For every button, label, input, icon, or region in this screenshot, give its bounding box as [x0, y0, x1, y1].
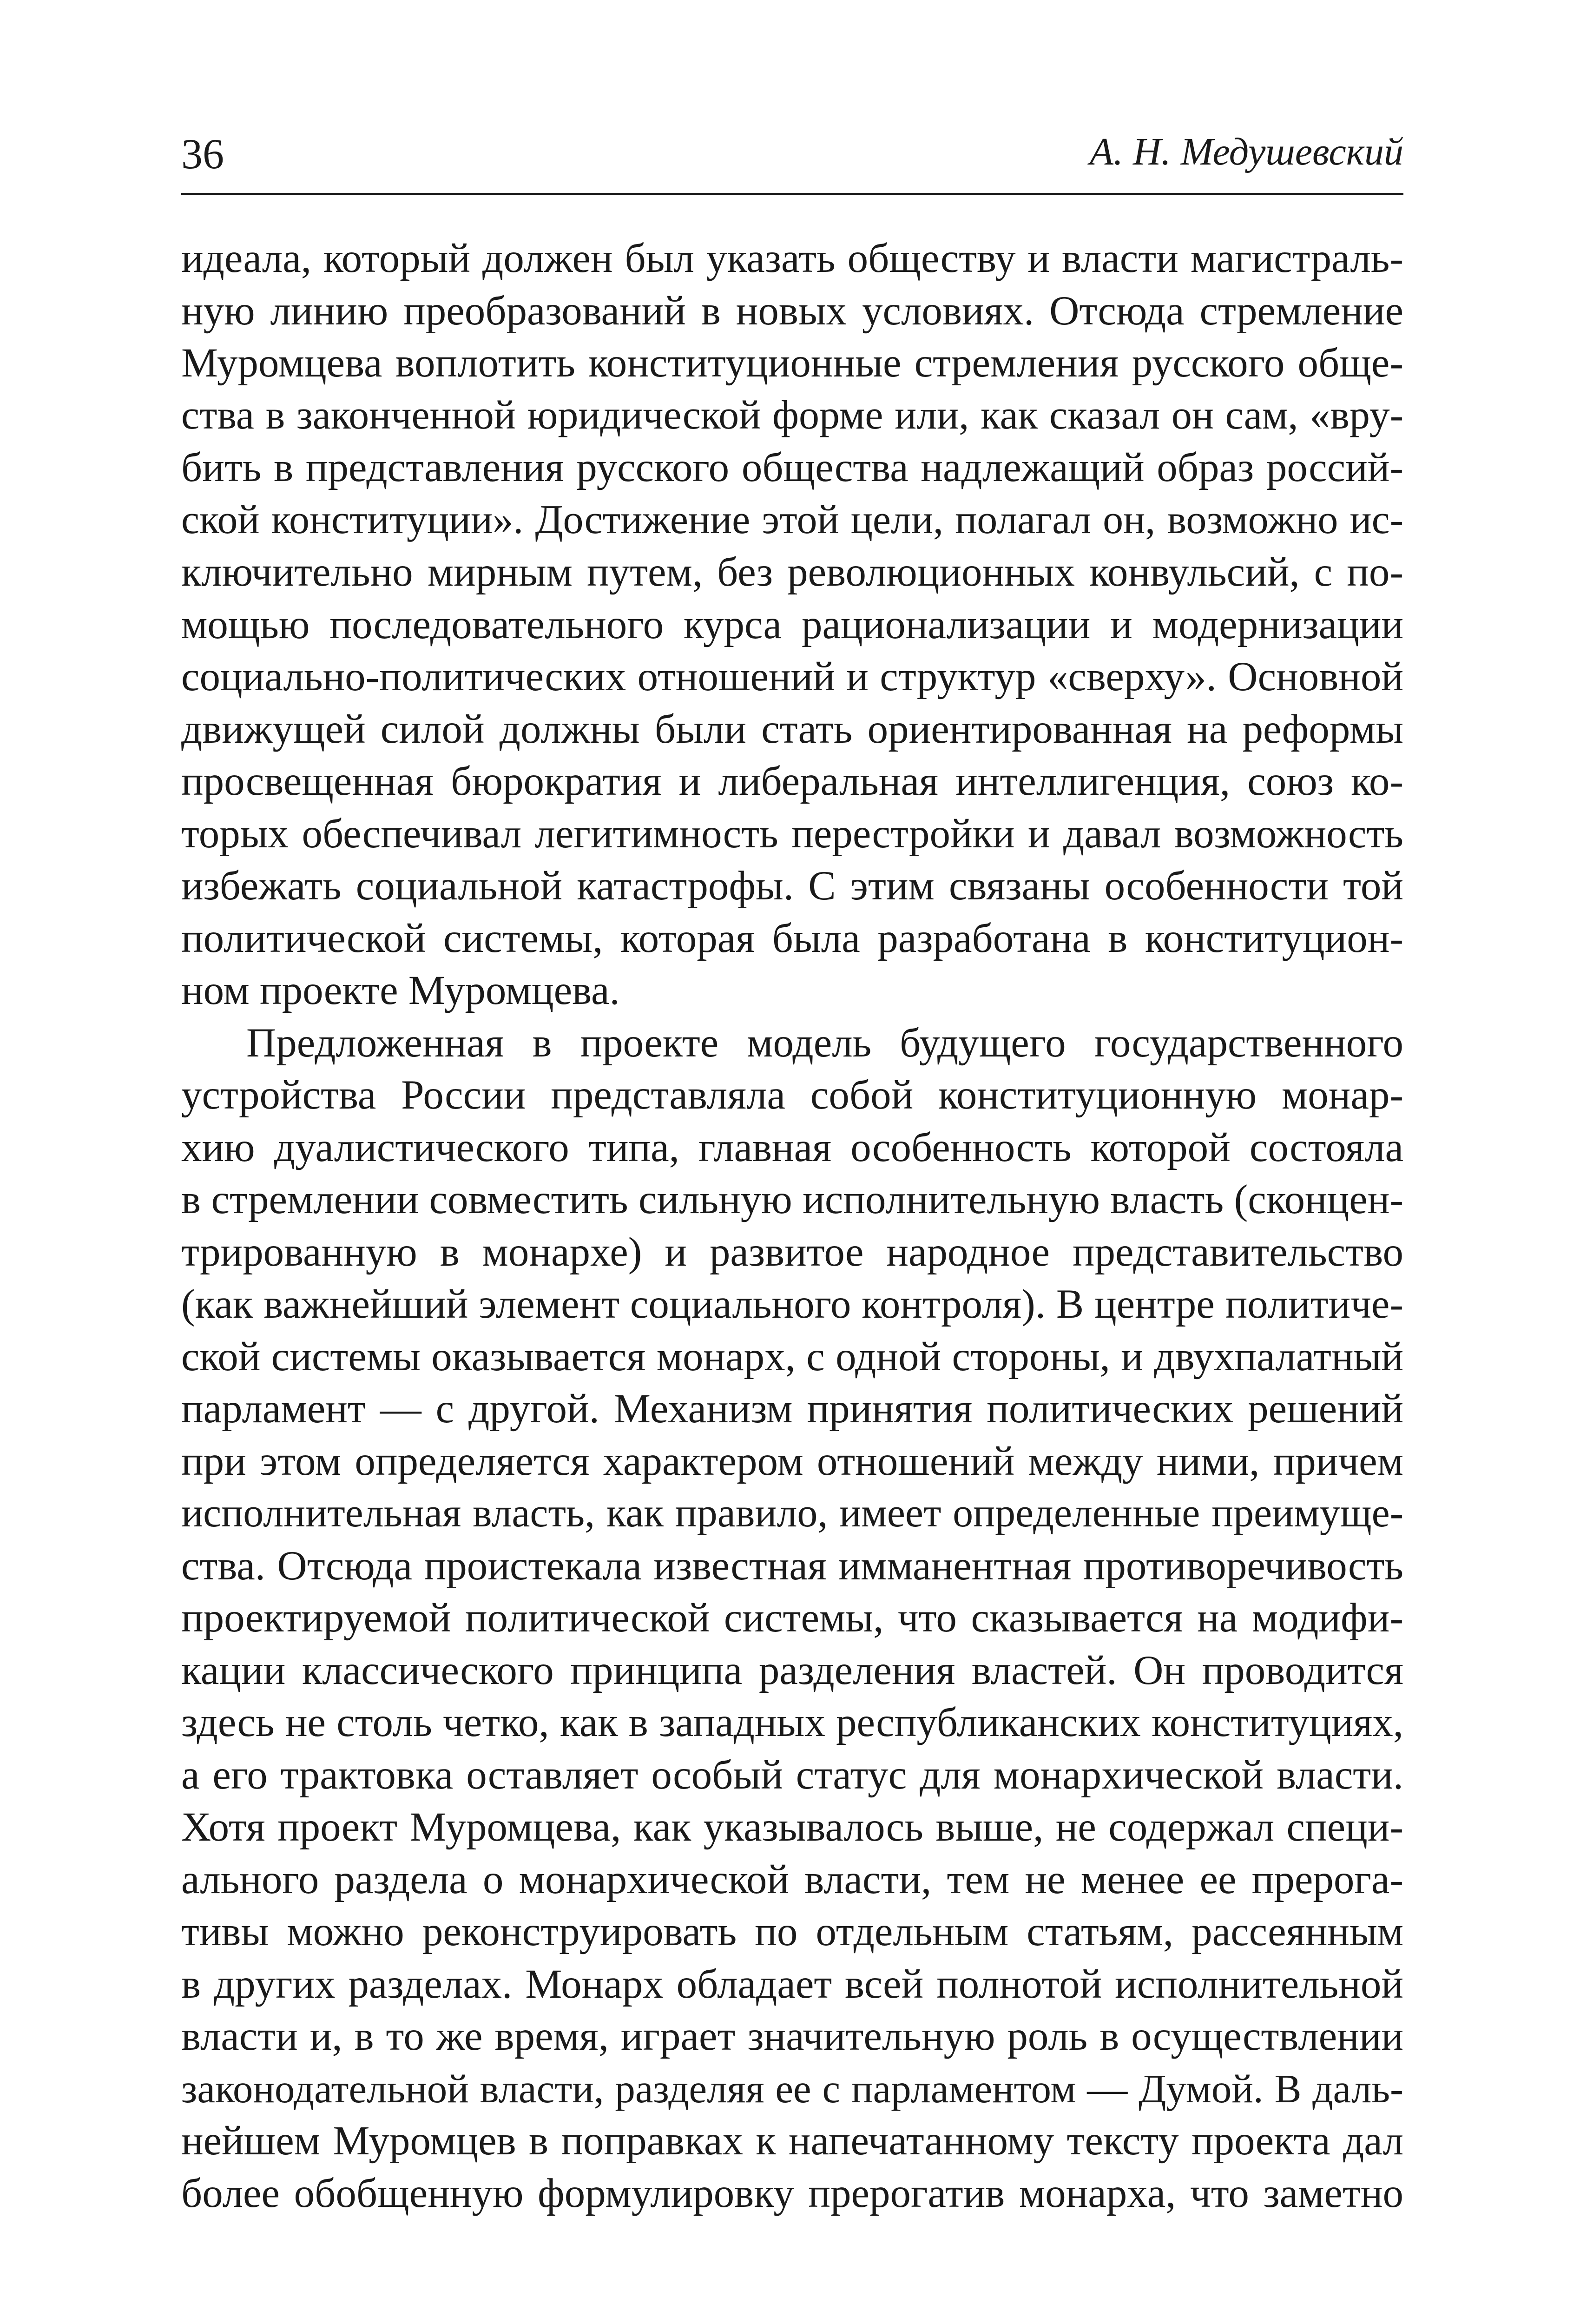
- text-line: законодательной власти, разделяя ее с парламентом — Думой. В даль-: [181, 2066, 1403, 2111]
- text-line: мощью последовательного курса рационализации и модернизации: [181, 601, 1403, 647]
- text-line: избежать социальной катастрофы. С этим связаны особенности той: [181, 863, 1403, 909]
- text-line: трированную в монархе) и развитое народное представительство: [181, 1229, 1403, 1275]
- body-text: [181, 232, 1403, 2219]
- text-line: в других разделах. Монарх обладает всей полнотой исполнительной: [181, 1961, 1403, 2007]
- text-line: ключительно мирным путем, без революционных конвульсий, с по-: [181, 549, 1403, 595]
- text-line: власти и, в то же время, играет значительную роль в осуществлении: [181, 2014, 1403, 2059]
- text-line: при этом определяется характером отношений между ними, причем: [181, 1438, 1403, 1484]
- text-line: ства. Отсюда проистекала известная имманентная противоречивость: [181, 1543, 1403, 1589]
- text-line: социально-политических отношений и структур «сверху». Основной: [181, 654, 1403, 700]
- text-line: парламент — с другой. Механизм принятия политических решений: [181, 1386, 1403, 1432]
- text-line: ном проекте Муромцева.: [181, 968, 620, 1013]
- text-line: хию дуалистического типа, главная особенность которой состояла: [181, 1124, 1403, 1170]
- text-line: ную линию преобразований в новых условиях. Отсюда стремление: [181, 288, 1403, 334]
- text-line: ства в законченной юридической форме или, как сказал он сам, «вру-: [181, 392, 1403, 438]
- text-line: здесь не столь четко, как в западных республиканских конституциях,: [181, 1700, 1403, 1745]
- text-line: ального раздела о монархической власти, тем не менее ее прерога-: [181, 1856, 1403, 1902]
- running-author: А. Н. Медушевский: [1089, 130, 1403, 173]
- page-number: 36: [181, 130, 224, 178]
- text-line: просвещенная бюрократия и либеральная интеллигенция, союз ко-: [181, 759, 1403, 804]
- text-line: в стремлении совместить сильную исполнительную власть (сконцен-: [181, 1177, 1403, 1222]
- text-line: тивы можно реконструировать по отдельным статьям, рассеянным: [181, 1909, 1403, 1954]
- text-line: исполнительная власть, как правило, имеет определенные преимуще-: [181, 1491, 1403, 1536]
- text-line: Хотя проект Муромцева, как указывалось выше, не содержал специ-: [181, 1804, 1403, 1850]
- text-line: бить в представления русского общества надлежащий образ россий-: [181, 445, 1403, 490]
- text-line: идеала, который должен был указать обществу и власти магистраль-: [181, 236, 1403, 281]
- text-line: движущей силой должны были стать ориентированная на реформы: [181, 706, 1403, 752]
- text-line: торых обеспечивал легитимность перестройки и давал возможность: [181, 811, 1403, 857]
- text-line: а его трактовка оставляет особый статус для монархической власти.: [181, 1752, 1403, 1798]
- text-line: (как важнейший элемент социального контроля). В центре политиче-: [181, 1281, 1403, 1327]
- text-line: устройства России представляла собой конституционную монар-: [181, 1072, 1403, 1118]
- text-line: Муромцева воплотить конституционные стремления русского обще-: [181, 340, 1403, 386]
- text-line: кации классического принципа разделения властей. Он проводится: [181, 1647, 1403, 1693]
- text-line: ской системы оказывается монарх, с одной стороны, и двухпалатный: [181, 1334, 1403, 1380]
- book-page: [181, 0, 1403, 2324]
- text-line: проектируемой политической системы, что сказывается на модифи-: [181, 1595, 1403, 1641]
- text-line: нейшем Муромцев в поправках к напечатанному тексту проекта дал: [181, 2118, 1403, 2164]
- running-header: [181, 123, 1403, 195]
- text-line: ской конституции». Достижение этой цели, полагал он, возможно ис-: [181, 497, 1403, 542]
- text-line: политической системы, которая была разработана в конституцион-: [181, 915, 1403, 961]
- text-line: более обобщенную формулировку прерогатив монарха, что заметно: [181, 2170, 1403, 2216]
- paragraph-first-line: Предложенная в проекте модель будущего государственного: [246, 1020, 1403, 1066]
